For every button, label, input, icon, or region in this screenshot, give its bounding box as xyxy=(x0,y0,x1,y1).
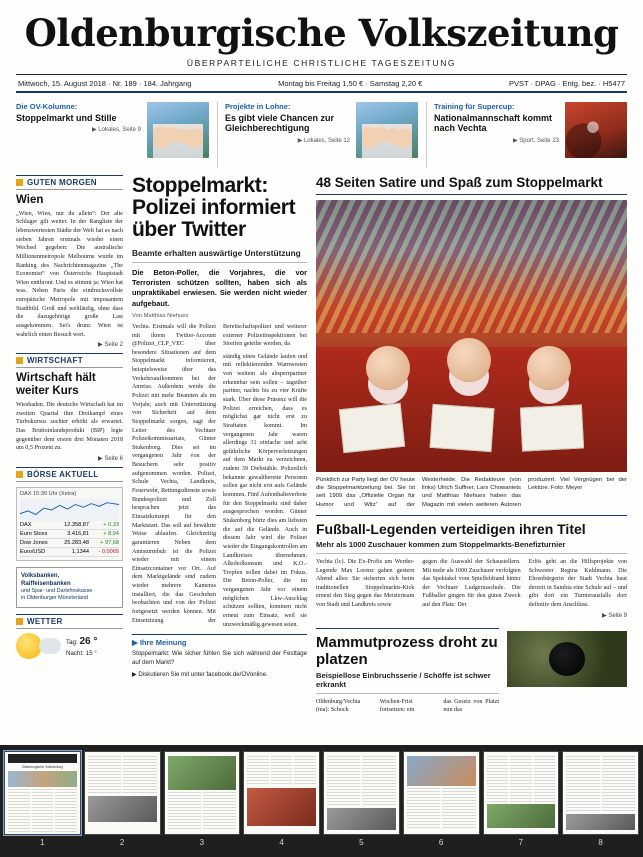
stock-delta: + 0,33 xyxy=(89,521,119,530)
photo-magazine-1 xyxy=(339,403,405,453)
teaser-column[interactable] xyxy=(16,102,209,168)
article3-photo xyxy=(507,631,627,687)
photo-magazine-3 xyxy=(520,405,584,452)
photo-person-1 xyxy=(366,346,410,390)
article2-col1: Vechta (lc). Die Ex-Profis um Werder-Legende Max Lorenz gaben gestern Abend alles: Sie sicherten sich beim traditionellen Stoppelmarkts-Kick erneut den Sieg gegen das Meisterteam von Stadt und Landkreis sowie xyxy=(316,558,415,609)
thumbnail-item[interactable] xyxy=(4,751,81,847)
page-thumbnail-3[interactable] xyxy=(164,751,241,835)
thumb-number: 1 xyxy=(40,838,45,847)
thumb-number: 7 xyxy=(518,838,524,847)
thumbnail-item[interactable] xyxy=(84,751,161,847)
stock-table xyxy=(20,521,119,557)
thumb-columns xyxy=(487,756,556,802)
page-thumbnail-7[interactable] xyxy=(483,751,560,835)
section-marker-icon xyxy=(16,179,23,186)
thumb-columns xyxy=(566,756,635,812)
teaser-lohne[interactable] xyxy=(217,102,418,168)
stock-delta: + 8,94 xyxy=(89,529,119,538)
advertisement-banks[interactable] xyxy=(16,567,123,608)
thumb-columns xyxy=(8,789,77,835)
issue-price: Montag bis Freitag 1,50 € · Samstag 2,20 € xyxy=(278,78,423,88)
teaser-row xyxy=(16,102,627,168)
wirtschaft-ref[interactable]: ▶ Seite 6 xyxy=(98,455,123,462)
teaser-image-basketball xyxy=(565,102,627,158)
thumb-number: 8 xyxy=(598,838,603,847)
thumb-columns xyxy=(88,756,157,794)
article3-dek: Beispiellose Einbruchsserie / Schöffe ist schwer erkrankt xyxy=(316,671,499,694)
guten-morgen-text: „Wien, Wien, nur du allein“: Der alte Schlager gilt weiter. In der Rangliste der lebenswertesten Städte der Welt hat es nach sieben Jahren erstmals wieder einen Wechsel gegeben: Die australische Millionenmetropole Melbourne wurde im Ranking des Nachrichtenmagazins „The Economist“ von Österreichs Hauptstadt Wien entthront. Und es stimmt ja: Wien hat was. Neben Paris die eindrucksvollste europäische Metropole mit imposantem Stadtbild. Groß und weltläufig, ohne dass die dazugehörige große Last ausgekommen. Sei's drum: Wien ist wahrlich einen Besuch wert. xyxy=(16,210,123,338)
stock-value: 1,1344 xyxy=(56,547,89,556)
thumb-photo xyxy=(407,756,476,786)
teaser-reference: ▶ Lokales, Seite 9 xyxy=(92,127,141,134)
article3-col2: Wochen-Frist fortsetzen: ein xyxy=(379,698,415,714)
page-thumbnail-5[interactable] xyxy=(323,751,400,835)
stock-name: Euro/USD xyxy=(20,547,56,556)
article2-col2: gegen die Auswahl der Schaustellern. Mit mehr als 1000 Zuschauer verfolgten das Spektakel vom Spielfeldrand hinter der Vechtaer Ludgerusschule. Die Fußballer gingen für den guten Zweck auf den Platz: Der xyxy=(422,558,521,609)
table-row xyxy=(20,529,119,538)
left-column xyxy=(16,175,123,723)
opinion-box[interactable] xyxy=(132,634,307,679)
stock-box xyxy=(16,487,123,561)
stock-value: 3.416,81 xyxy=(56,529,89,538)
masthead-info xyxy=(16,78,627,91)
thumb-col xyxy=(88,756,121,794)
article2-ref[interactable]: ▶ Seite 9 xyxy=(602,612,627,619)
issue-code: PVST · DPAG · Entg. bez. · H5477 xyxy=(508,78,625,88)
article2-headline: Fußball-Legenden verteidigen ihren Titel xyxy=(316,515,627,537)
thumb-col xyxy=(294,756,316,786)
section-header-wirtschaft xyxy=(16,353,123,368)
thumb-number: 3 xyxy=(199,838,205,847)
masthead-subtitle: ÜBERPARTEILICHE CHRISTLICHE TAGESZEITUNG xyxy=(186,57,457,68)
thumb-col xyxy=(247,756,269,786)
thumb-title: Oldenburgische Volkszeitung xyxy=(21,765,63,769)
weather-day-label: Tag: xyxy=(66,638,78,646)
weather-night-label: Nacht: xyxy=(66,649,84,657)
table-row xyxy=(20,521,119,530)
section-marker-icon xyxy=(16,618,23,625)
teaser-kicker: Die OV-Kolumne: xyxy=(16,101,78,111)
thumbnail-item[interactable] xyxy=(164,751,241,847)
page-thumbnail-strip[interactable] xyxy=(0,745,643,857)
issue-date: Mittwoch, 15. August 2018 · Nr. 189 · 184. Jahrgang xyxy=(18,78,192,88)
section-label: WETTER xyxy=(27,616,63,626)
thumbnail-item[interactable] xyxy=(323,751,400,847)
thumb-masthead xyxy=(8,754,77,763)
photo-carousel xyxy=(316,200,627,333)
stock-name: DAX xyxy=(20,521,56,530)
feature-photo xyxy=(316,200,627,472)
teaser-image-column xyxy=(147,102,209,158)
thumb-col xyxy=(271,756,293,786)
feature-caption: Pünktlich zur Party liegt der OV heute die Stoppelmarktzeitung bei. Sie ist seit 1909 das „Offizielle Organ für Humor und Witz“ auf der Westerheide. Die Redakteure (von links) Ulrich Suffner, Lars Chowaniets und Matthias Niehues haben das Magazin mit vielen weiteren Autoren produziert. Viel Vergnügen bei der Lektüre. Foto: Meyer xyxy=(316,476,627,508)
lead-headline: Stoppelmarkt: Polizei informiert über Twitter xyxy=(132,173,296,241)
guten-morgen-headline: Wien xyxy=(16,193,44,206)
article2-body xyxy=(316,558,627,610)
section-label: WIRTSCHAFT xyxy=(27,356,83,366)
section-header-wetter xyxy=(16,614,123,629)
stock-value: 25.283,48 xyxy=(56,538,89,547)
article3-col1: Oldenburg/Vechta (ma): Schock xyxy=(316,698,361,714)
thumb-col xyxy=(327,756,360,806)
thumbnail-item[interactable] xyxy=(243,751,320,847)
page-thumbnail-2[interactable] xyxy=(84,751,161,835)
teaser-image-group xyxy=(356,102,418,158)
masthead-title: Oldenburgische Volkszeitung xyxy=(24,11,619,55)
masthead-divider xyxy=(16,74,627,75)
article3-headline: Mammutprozess droht zu platzen xyxy=(316,628,499,668)
opinion-link[interactable]: ▶ Diskutieren Sie mit unter facebook.de/OVonline. xyxy=(132,670,268,678)
weather-night-value: 15 ° xyxy=(85,649,97,657)
masthead xyxy=(16,11,627,102)
section-header-guten-morgen xyxy=(16,175,123,190)
thumb-col xyxy=(566,756,599,812)
thumb-col xyxy=(32,789,54,835)
lead-subheadline: Beamte erhalten auswärtige Unterstützung xyxy=(132,248,307,263)
ad-line-1: Volksbanken, xyxy=(21,572,60,579)
ad-line-4: in Oldenburger Münsterland xyxy=(21,595,88,602)
stock-name: Dow Jones xyxy=(20,538,56,547)
thumb-col xyxy=(55,789,77,835)
lead-body xyxy=(132,323,307,629)
thumb-col xyxy=(123,756,156,794)
feature-headline: 48 Seiten Satire und Spaß zum Stoppelmarkt xyxy=(316,175,627,195)
thumb-number: 5 xyxy=(359,838,364,847)
opinion-title: ▶ Ihre Meinung xyxy=(132,638,187,648)
thumbnail-item[interactable] xyxy=(403,751,480,847)
teaser-sport[interactable] xyxy=(426,102,627,168)
thumb-col xyxy=(442,788,475,830)
ad-line-3: und Spar- und Darlehnskasse xyxy=(21,588,93,595)
thumb-number: 6 xyxy=(438,838,444,847)
masthead-rule-bold xyxy=(16,91,627,93)
weather-widget xyxy=(16,633,123,659)
wirtschaft-headline: Wirtschaft hält weiter Kurs xyxy=(16,372,96,398)
thumb-columns xyxy=(247,756,316,786)
thumb-col xyxy=(168,792,201,830)
page-thumbnail-4[interactable] xyxy=(243,751,320,835)
right-column xyxy=(316,175,627,723)
table-row xyxy=(20,538,119,547)
section-marker-icon xyxy=(16,357,23,364)
stock-value: 12.358,87 xyxy=(56,521,89,530)
opinion-question: Stoppelmarkt: Wie sicher fühlen Sie sich während der Festtage auf dem Markt? xyxy=(132,650,307,666)
page-thumbnail-6[interactable] xyxy=(403,751,480,835)
teaser-headline: Es gibt viele Chancen zur Gleichberechtigung xyxy=(225,112,335,134)
page-body xyxy=(16,175,627,723)
thumb-photo xyxy=(487,804,556,828)
thumb-columns xyxy=(407,788,476,830)
thumb-col xyxy=(203,792,236,830)
article2-col3: Erlös geht an die Hilfsprojekte von Schwester Regina Kuhlmann. Die Ehrenbürgerin der Stadt Vechta baut derzeit in Sambia eine Schule auf – und gibt dort ein Turnierausfalls dort definitiv dem Anschluss. xyxy=(528,558,627,609)
thumbnail-item[interactable] xyxy=(562,751,639,847)
thumb-col xyxy=(407,788,440,830)
stock-delta: - 0,0065 xyxy=(89,547,119,556)
lead-intro: Die Beton-Poller, die Vorjahres, die vor Terroristen schützen sollten, haben sich als unpraktikabel erwiesen. Sie werden nicht wieder aufgebaut. xyxy=(132,267,307,308)
thumb-photo xyxy=(247,788,316,826)
thumb-col xyxy=(534,756,556,802)
thumb-photo xyxy=(88,796,157,822)
section-label: BÖRSE AKTUELL xyxy=(27,469,99,479)
article3-col3: das Gesetz von Platzt nun das xyxy=(443,698,500,714)
thumb-col xyxy=(362,756,395,806)
teaser-headline: Stoppelmarkt und Stille xyxy=(16,112,117,123)
lead-body-col1: Vechta. Erstmals will die Polizei mit ihrem Twitter-Account @Polizei_CLP_VEC über besondere Situationen auf dem Stoppelmarkt informieren, beispielsweise über das Verkehrsaufkommen bei der Anreise. Außerdem werde die Polizei mit mehr Beamten als im Vorjahr, auch mit Unterstützung von Sicherheit auf dem Stoppelmarkt sorgen, sagt der Leiter des Vechtaer Polizeikommissariats, Günter Stukenborg. Dies sei im vergangenen Jahr von der Besuchern sehr positiv aufgenommen worden. Polizei, Schule Vechta, Landkreis, Feuerwehr, Rettungsdienste sowie Bundespolizei und Zoll besprachen jetzt das Einsatzkonzept für den Marktstart. Das soll auf bewährte Weise ablaufen. Gleichzeitig garantieren Neben dem Amtsturmbuh ist die Polizei wieder mit einem Einsatzcontainer vor Ort. Auf dem Marktgelände sind zudem wieder mehrere Kameras installiert, die das Geschehen beobachten und von der Polizei fortgesetzt werden können. Mit Einsetztzung der Bereitschaftspolizei und weiterer externer Polizeiinspektionen bei Streifen geteilte werden, da xyxy=(132,323,307,624)
thumb-col xyxy=(8,789,30,835)
stock-name: Euro Stoxx xyxy=(20,529,56,538)
lead-article[interactable] xyxy=(132,175,307,723)
weather-temps xyxy=(66,634,97,658)
section-marker-icon xyxy=(16,471,23,478)
page-thumbnail-1[interactable] xyxy=(4,751,81,835)
article2-dek: Mehr als 1000 Zuschauer kommen zum Stoppelmarkts-Benefizturnier xyxy=(316,540,627,554)
thumb-col xyxy=(602,756,635,812)
thumb-teaser-band xyxy=(8,771,77,787)
page-thumbnail-8[interactable] xyxy=(562,751,639,835)
thumb-columns xyxy=(168,792,237,830)
ad-line-2: Raiffeisenbanken xyxy=(21,581,71,588)
thumb-number: 2 xyxy=(119,838,125,847)
thumb-columns xyxy=(327,756,396,806)
section-label: GUTEN MORGEN xyxy=(27,177,97,187)
section-header-boerse xyxy=(16,467,123,482)
teaser-headline: Nationalmannschaft kommt nach Vechta xyxy=(434,112,553,134)
dax-sparkline xyxy=(20,499,119,521)
lead-byline: Von Matthias Niehues xyxy=(132,312,189,319)
stock-chart-caption: DAX 15:30 Uhr (Xetra) xyxy=(20,490,77,497)
wirtschaft-text: Wiesbaden. Die deutsche Wirtschaft hat im zweiten Quartal ihre Dreikampf eines Turbokursus suchter erhöht als erwartet. Das Bruttoinlandsprodukt (BIP) legte gegenüber dem ersten drei Monaten 2018 um 0,5 Prozent zu. xyxy=(16,402,123,452)
teaser-kicker: Projekte in Lohne: xyxy=(225,101,291,111)
thumb-number: 4 xyxy=(279,838,284,847)
cloud-icon xyxy=(39,638,61,654)
thumb-photo xyxy=(566,814,635,830)
guten-morgen-ref[interactable]: ▶ Seite 2 xyxy=(98,342,123,349)
photo-person-2 xyxy=(447,338,491,382)
table-row xyxy=(20,547,119,556)
photo-magazine-2 xyxy=(430,404,495,452)
thumb-photo xyxy=(168,756,237,790)
teaser-reference: ▶ Sport, Seite 23 xyxy=(513,137,559,144)
teaser-reference: ▶ Lokales, Seite 12 xyxy=(297,137,350,144)
teaser-kicker: Training für Supercup: xyxy=(434,101,515,111)
lead-body-col2: ständig eines Gelände laufen und mit reflektierenden Warnwesten von weitem als absperrpartner erkennbar sein sollen – tagsüber partner, nachts bis zu vier Kräfte stark. Über diese Präsenz will die Polizei erreichen, dass es möglichst gar nicht erst zu Straftaten kommt. Im vergangenen Jahr waren allerdings 31 einfache und acht gefährliche Körperverletzungen auf dem Markt zu verzeichnen, zudem 39 Diebstähle. Polizeilich bekannte gewaltbereite Personen sollen gar nicht erst aufs Gelände kommen. Fünf Aufenthaltsverbote für den Stoppelmarkt sind daher ausgesprochen worden. Günter Stukenborg bürtz dies am liebsten die auf die Gelände. Auch in diesem Jahr wird die Polizei wieder die Eingangskontrollen am Landkreises übernehmen. Alkoholkonsum und K.O.-Tropfen sollen dabei im Fokus. Die Beton-Poller, die im vergangenen Jahr vor einem möglichen Lkw-Anschlag schützen sollten, kommen nicht erneut zum Einsatz, weil sie unzweckmäßig gewesen seien. xyxy=(223,353,307,628)
thumb-col xyxy=(487,756,509,802)
weather-day-value: 26 ° xyxy=(79,635,98,647)
thumbnail-item[interactable] xyxy=(483,751,560,847)
stock-delta: + 97,68 xyxy=(89,538,119,547)
thumb-photo xyxy=(327,808,396,830)
thumb-col xyxy=(510,756,532,802)
